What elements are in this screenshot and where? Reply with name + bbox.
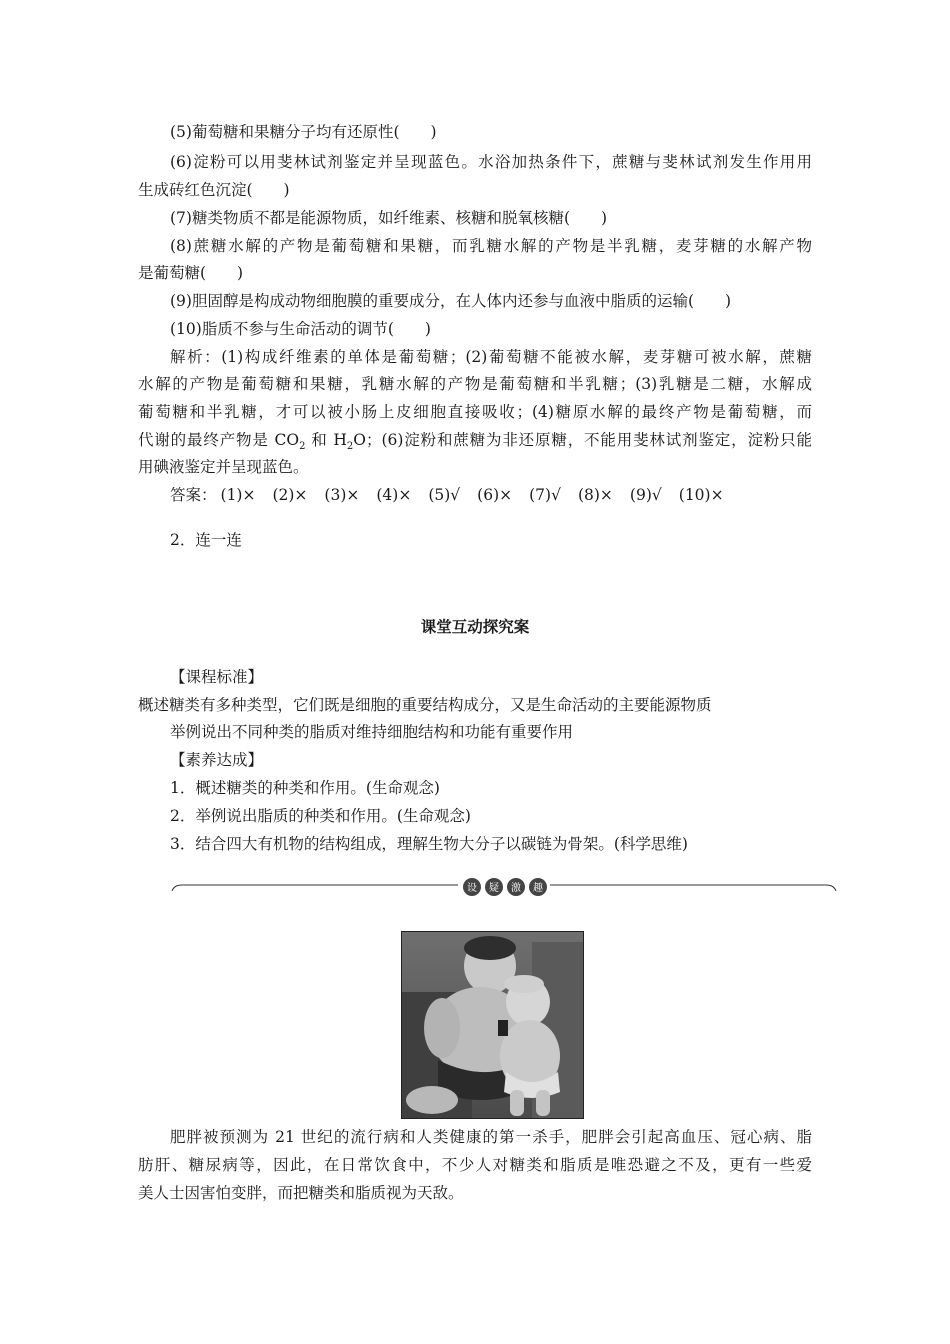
- banner-char: 趣: [533, 883, 543, 894]
- answer-item: (6)×: [477, 486, 513, 504]
- answer-item: (4)×: [376, 486, 412, 504]
- literacy-item-2: 2．举例说出脂质的种类和作用。(生命观念): [170, 807, 471, 825]
- section-divider-banner: [170, 877, 838, 899]
- photo-illustration: [402, 932, 583, 1118]
- question-5: (5)葡萄糖和果糖分子均有还原性( ): [170, 123, 437, 141]
- answers-label: 答案：: [170, 486, 217, 504]
- answer-item: (5)√: [428, 486, 461, 504]
- analysis-line5: 用碘液鉴定并呈现蓝色。: [138, 458, 309, 476]
- question-9: (9)胆固醇是构成动物细胞膜的重要成分，在人体内还参与血液中脂质的运输( ): [170, 292, 732, 310]
- answer-item: (9)√: [629, 486, 662, 504]
- closing-line2: 肪肝、糖尿病等，因此，在日常饮食中，不少人对糖类和脂质是唯恐避之不及，更有一些爱: [138, 1156, 812, 1174]
- literacy-heading: 【素养达成】: [170, 751, 264, 769]
- question-8-line2: 是葡萄糖( ): [138, 264, 244, 282]
- answer-item: (1)×: [220, 486, 256, 504]
- answer-item: (7)√: [529, 486, 561, 504]
- banner-char: 疑: [489, 883, 499, 894]
- children-photo: [401, 931, 584, 1119]
- analysis-text: 和 H: [305, 431, 347, 449]
- item-2-heading: 2．连一连: [170, 531, 242, 549]
- answers-line: [170, 485, 724, 505]
- analysis-line1: 解析：(1)构成纤维素的单体是葡萄糖；(2)葡萄糖不能被水解，麦芽糖可被水解，蔗糖: [170, 348, 812, 366]
- analysis-text: O；(6)淀粉和蔗糖为非还原糖，不能用斐林试剂鉴定，淀粉只能: [353, 431, 812, 449]
- answer-item: (2)×: [272, 486, 308, 504]
- answer-item: (10)×: [678, 486, 724, 504]
- standard-line2: 举例说出不同种类的脂质对维持细胞结构和功能有重要作用: [170, 723, 574, 741]
- subscript: 2: [346, 441, 354, 453]
- answer-item: (8)×: [577, 486, 613, 504]
- question-8-line1: (8)蔗糖水解的产物是葡萄糖和果糖，而乳糖水解的产物是半乳糖，麦芽糖的水解产物: [170, 237, 812, 255]
- question-10: (10)脂质不参与生命活动的调节( ): [170, 320, 431, 338]
- question-7: (7)糖类物质不都是能源物质，如纤维素、核糖和脱氧核糖( ): [170, 209, 608, 227]
- analysis-text: 代谢的最终产物是 CO: [138, 431, 300, 449]
- literacy-item-1: 1．概述糖类的种类和作用。(生命观念): [170, 779, 440, 797]
- standard-line1: 概述糖类有多种类型，它们既是细胞的重要结构成分，又是生命活动的主要能源物质: [138, 696, 712, 714]
- standard-heading: 【课程标准】: [170, 668, 264, 686]
- literacy-item-3: 3．结合四大有机物的结构组成，理解生物大分子以碳链为骨架。(科学思维): [170, 835, 688, 853]
- question-6-line1: (6)淀粉可以用斐林试剂鉴定并呈现蓝色。水浴加热条件下，蔗糖与斐林试剂发生作用用: [170, 153, 812, 171]
- question-6-line2: 生成砖红色沉淀( ): [138, 181, 290, 199]
- subscript: 2: [299, 441, 306, 453]
- answer-item: (3)×: [324, 486, 360, 504]
- analysis-line4: [138, 430, 812, 457]
- banner-char: 设: [467, 883, 477, 894]
- banner-char: 激: [511, 883, 521, 894]
- closing-line1: 肥胖被预测为 21 世纪的流行病和人类健康的第一杀手，肥胖会引起高血压、冠心病、脂: [170, 1128, 812, 1146]
- analysis-line2: 水解的产物是葡萄糖和果糖，乳糖水解的产物是葡萄糖和半乳糖；(3)乳糖是二糖，水解成: [138, 375, 812, 393]
- analysis-line3: 葡萄糖和半乳糖，才可以被小肠上皮细胞直接吸收；(4)糖原水解的最终产物是葡萄糖，而: [138, 403, 812, 421]
- section-title: 课堂互动探究案: [420, 618, 530, 636]
- closing-line3: 美人士因害怕变胖，而把糖类和脂质视为天敌。: [138, 1184, 464, 1202]
